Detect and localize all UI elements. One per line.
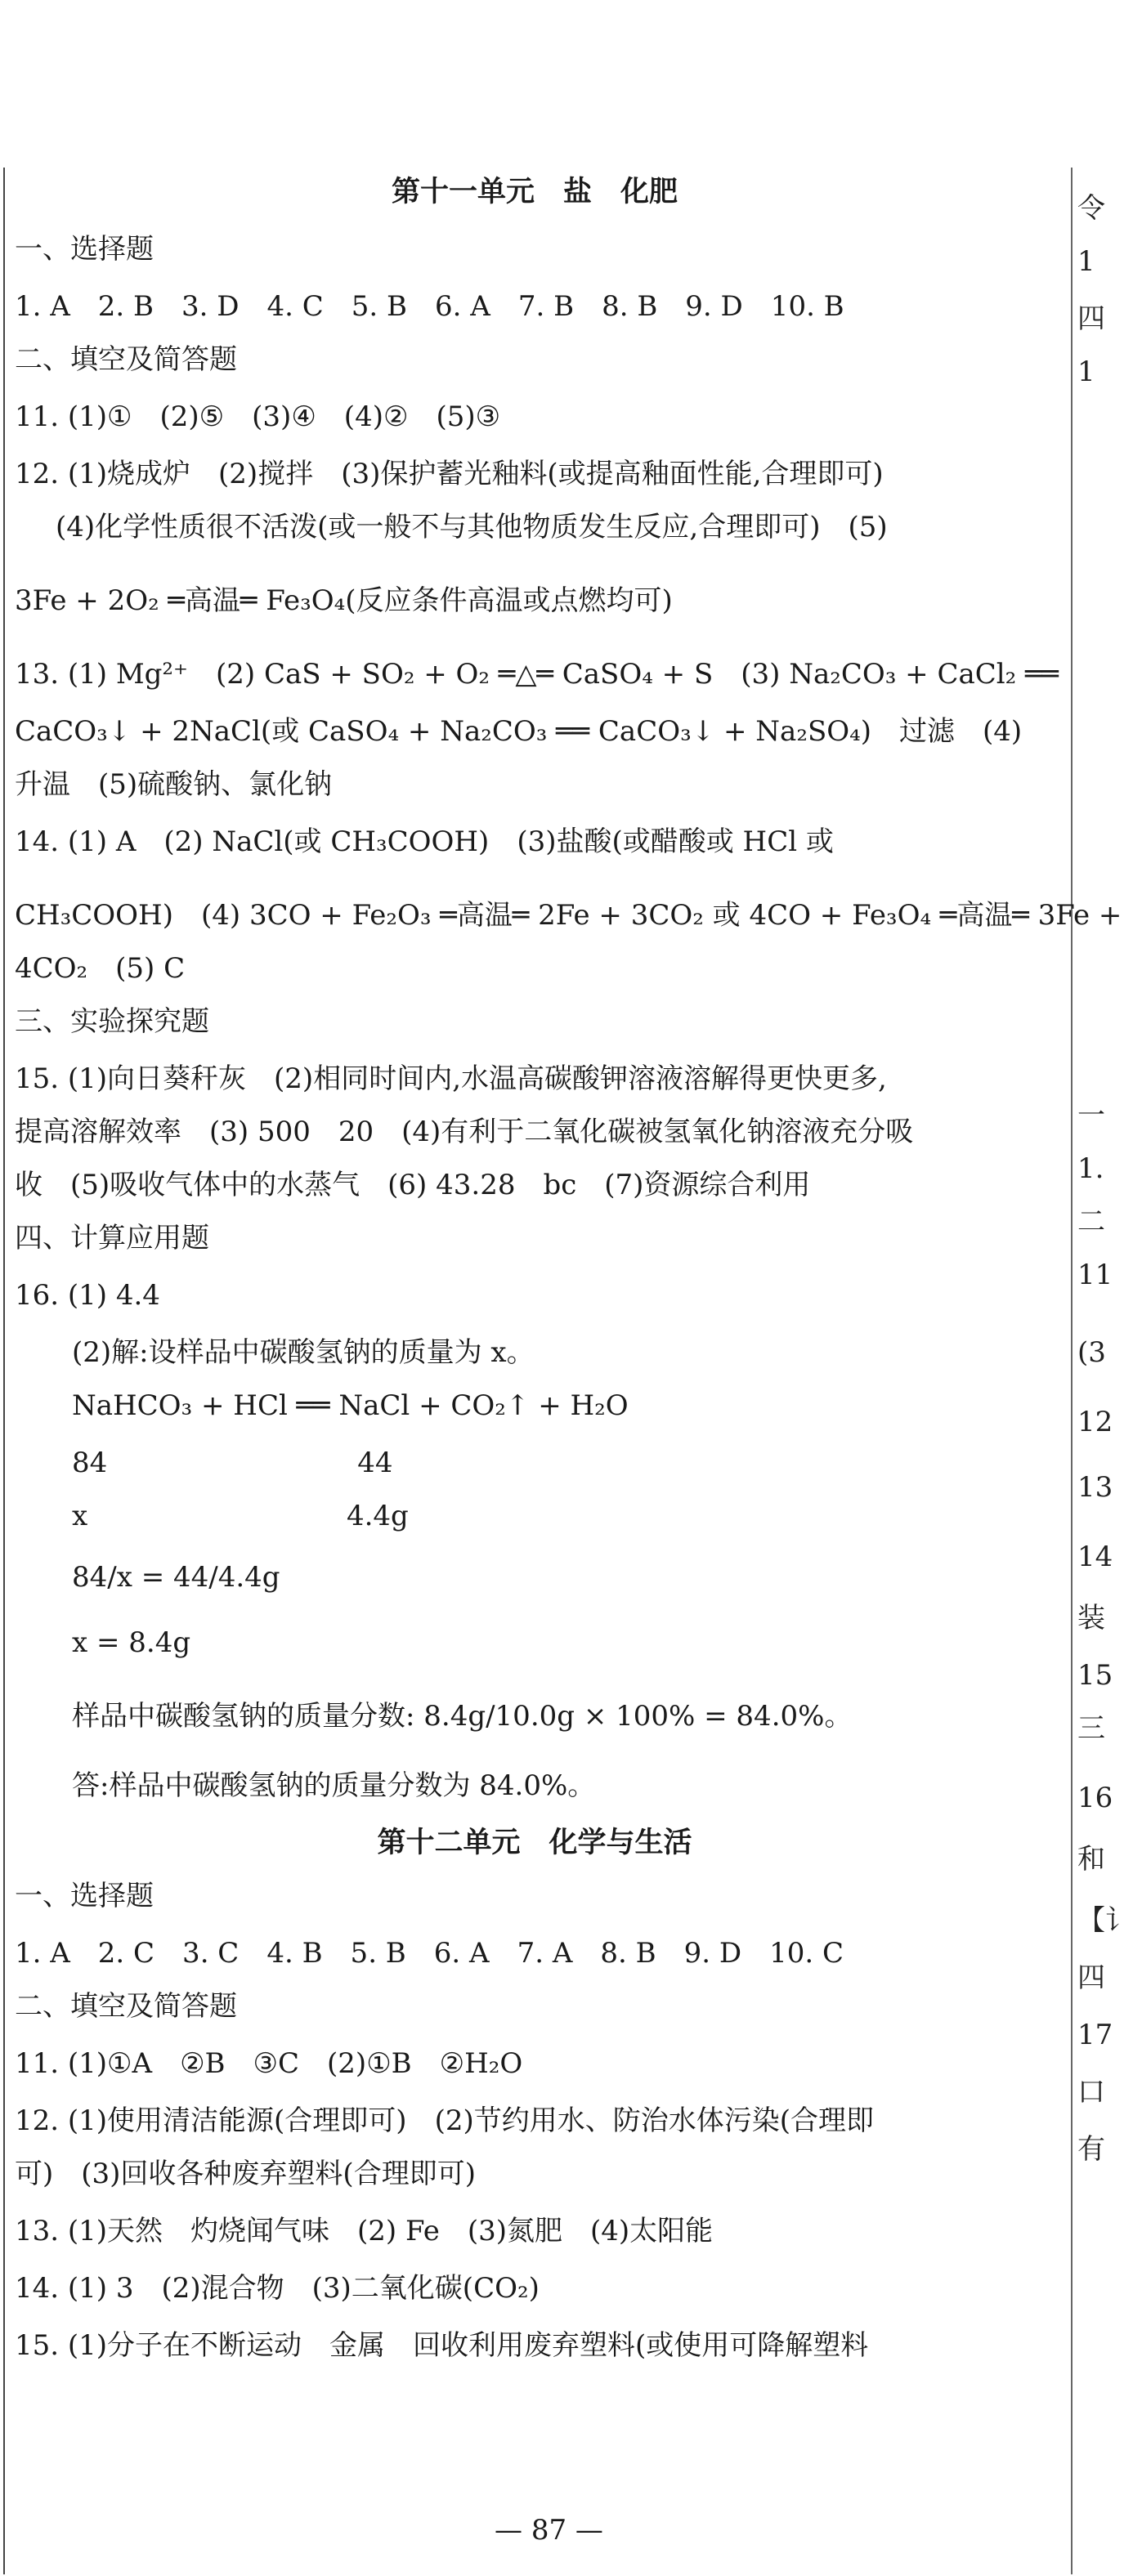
u12-line-2: 二、填空及简答题	[15, 1990, 237, 2023]
u12-line-1: 1. A 2. C 3. C 4. B 5. B 6. A 7. A 8. B 9. D 10. C	[15, 1937, 844, 1970]
u11-line-21: 84 44	[72, 1447, 393, 1479]
edge-text-8: (3	[1077, 1336, 1106, 1369]
u11-line-14: 15. (1)向日葵秆灰 (2)相同时间内,水温高碳酸钾溶液溶解得更快更多,	[15, 1062, 887, 1095]
edge-text-20: 口	[1077, 2076, 1105, 2109]
edge-text-16: 和	[1077, 1843, 1105, 1876]
u12-line-5: 可) (3)回收各种废弃塑料(合理即可)	[15, 2158, 476, 2190]
edge-text-14: 三	[1077, 1712, 1105, 1745]
u12-line-0: 一、选择题	[15, 1880, 154, 1912]
u11-line-13: 三、实验探究题	[15, 1005, 209, 1038]
u12-line-3: 11. (1)①A ②B ③C (2)①B ②H₂O	[15, 2047, 523, 2080]
edge-text-11: 14	[1077, 1541, 1113, 1573]
u11-line-15: 提高溶解效率 (3) 500 20 (4)有利于二氧化碳被氢氧化钠溶液充分吸	[15, 1116, 914, 1148]
edge-text-10: 13	[1077, 1471, 1113, 1504]
u11-line-0: 一、选择题	[15, 233, 154, 266]
u11-line-4: 12. (1)烧成炉 (2)搅拌 (3)保护蓄光釉料(或提高釉面性能,合理即可)	[15, 458, 884, 490]
edge-text-5: 1.	[1077, 1152, 1104, 1185]
u11-line-25: 样品中碳酸氢钠的质量分数: 8.4g/10.0g × 100% = 84.0%。	[72, 1700, 853, 1733]
u11-line-6: 3Fe + 2O₂ ═高温═ Fe₃O₄(反应条件高温或点燃均可)	[15, 584, 673, 617]
u11-line-5: (4)化学性质很不活泼(或一般不与其他物质发生反应,合理即可) (5)	[56, 511, 888, 543]
u11-line-16: 收 (5)吸收气体中的水蒸气 (6) 43.28 bc (7)资源综合利用	[15, 1169, 811, 1201]
edge-text-9: 12	[1077, 1406, 1113, 1438]
edge-text-19: 17	[1077, 2019, 1113, 2051]
u11-line-10: 14. (1) A (2) NaCl(或 CH₃COOH) (3)盐酸(或醋酸或 HCl 或	[15, 825, 834, 858]
u11-line-1: 1. A 2. B 3. D 4. C 5. B 6. A 7. B 8. B 9. D 10. B	[15, 290, 844, 323]
u11-line-26: 答:样品中碳酸氢钠的质量分数为 84.0%。	[72, 1769, 596, 1802]
edge-text-2: 四	[1077, 302, 1105, 335]
edge-text-18: 四	[1077, 1961, 1105, 1994]
edge-text-0: 令	[1077, 192, 1105, 225]
u11-line-7: 13. (1) Mg²⁺ (2) CaS + SO₂ + O₂ ═△═ CaSO₄ + S (3) Na₂CO₃ + CaCl₂ ══	[15, 658, 1059, 691]
u11-line-11: CH₃COOH) (4) 3CO + Fe₂O₃ ═高温═ 2Fe + 3CO₂ 或 4CO + Fe₃O₄ ═高温═ 3Fe +	[15, 899, 1122, 932]
edge-text-12: 装	[1077, 1602, 1105, 1635]
u11-line-8: CaCO₃↓ + 2NaCl(或 CaSO₄ + Na₂CO₃ ══ CaCO₃↓ + Na₂SO₄) 过滤 (4)	[15, 715, 1023, 748]
edge-text-3: 1	[1077, 356, 1095, 388]
u11-line-22: x 4.4g	[72, 1500, 409, 1532]
unit-11-title: 第十一单元 盐 化肥	[391, 175, 678, 208]
edge-text-13: 15	[1077, 1659, 1113, 1692]
u11-line-20: NaHCO₃ + HCl ══ NaCl + CO₂↑ + H₂O	[72, 1389, 629, 1422]
edge-text-15: 16	[1077, 1782, 1113, 1814]
left-column-rule	[3, 168, 5, 2574]
unit-12-title: 第十二单元 化学与生活	[377, 1826, 692, 1859]
u11-line-19: (2)解:设样品中碳酸氢钠的质量为 x。	[72, 1336, 535, 1369]
edge-text-17: 【讠	[1077, 1904, 1133, 1937]
u11-line-12: 4CO₂ (5) C	[15, 952, 186, 985]
u12-line-7: 14. (1) 3 (2)混合物 (3)二氧化碳(CO₂)	[15, 2272, 540, 2305]
u12-line-8: 15. (1)分子在不断运动 金属 回收利用废弃塑料(或使用可降解塑料	[15, 2329, 869, 2362]
edge-text-7: 11	[1077, 1259, 1113, 1291]
edge-text-6: 二	[1077, 1205, 1105, 1238]
u11-line-24: x = 8.4g	[72, 1626, 191, 1659]
edge-text-21: 有	[1077, 2133, 1105, 2166]
u11-line-23: 84/x = 44/4.4g	[72, 1561, 280, 1594]
column-divider	[1071, 168, 1073, 2574]
u11-line-18: 16. (1) 4.4	[15, 1279, 160, 1312]
page-number: — 87 —	[495, 2514, 603, 2547]
edge-text-1: 1	[1077, 245, 1095, 278]
u12-line-6: 13. (1)天然 灼烧闻气味 (2) Fe (3)氮肥 (4)太阳能	[15, 2215, 714, 2247]
u11-line-2: 二、填空及简答题	[15, 343, 237, 376]
u12-line-4: 12. (1)使用清洁能源(合理即可) (2)节约用水、防治水体污染(合理即	[15, 2104, 874, 2137]
u11-line-3: 11. (1)① (2)⑤ (3)④ (4)② (5)③	[15, 400, 501, 433]
u11-line-17: 四、计算应用题	[15, 1222, 209, 1254]
edge-text-4: 一	[1077, 1099, 1105, 1132]
u11-line-9: 升温 (5)硫酸钠、氯化钠	[15, 768, 333, 801]
